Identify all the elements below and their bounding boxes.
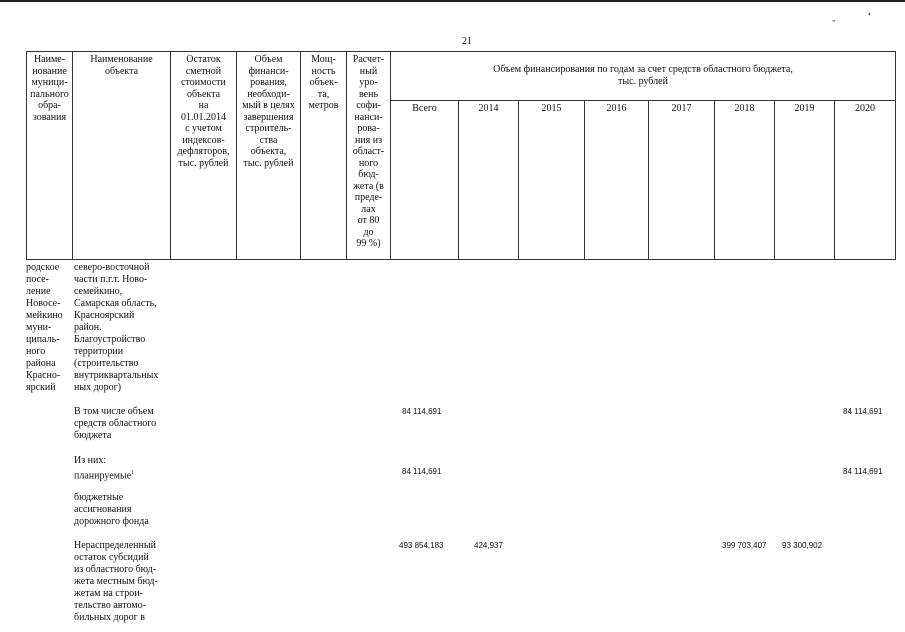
header-year-2015: 2015: [518, 101, 584, 260]
header-year-2018: 2018: [714, 101, 774, 260]
footnote-marker: 1: [131, 470, 135, 476]
municipality-name: родское посе- ление Новосе- мейкино муни- ципаль- ного района Красно- ярский: [26, 262, 63, 393]
top-border: [0, 0, 905, 2]
header-estimate-balance: Остаток сметной стоимости объекта на 01.01.2014 с учетом индексов- дефляторов, тыс. рублей: [170, 52, 236, 260]
header-object-name: Наименование объекта: [72, 52, 170, 260]
scan-mark: •: [868, 10, 871, 19]
header-year-2017: 2017: [648, 101, 714, 260]
row-planned-label: [74, 455, 184, 482]
header-municipality: Наиме- нование муници- пального обра- зования: [26, 52, 72, 260]
header-year-2014: 2014: [458, 101, 518, 260]
row-regional-budget-2020: 84 114,691: [843, 407, 883, 416]
row-unallocated-2014: 424,937: [474, 541, 503, 550]
header-by-years-title: Объем финансирования по годам за счет средств областного бюджета, тыс. рублей: [390, 52, 896, 101]
scan-mark: „: [832, 14, 836, 23]
row-unallocated-label: Нераспределенный остаток субсидий из областного бюд- жета местным бюд- жетам на строи- тельство автомо- бильных дорог в: [74, 540, 158, 623]
row-planned-2020: 84 114,691: [843, 467, 883, 476]
header-cofinancing-level: Расчет- ный уро- вень софи- нанси- рова- ния из област- ного бюд- жета (в преде- лах от 80 до 99 %): [346, 52, 390, 260]
row-road-fund-label: бюджетные ассигнования дорожного фонда: [74, 492, 149, 527]
object-name: северо-восточной части п.г.т. Ново- семейкино, Самарская область, Красноярский район. Благоустройство территории (строительство внутриквартальных ных дорог): [74, 262, 159, 393]
header-financing-volume: Объем финанси- рования, необходи- мый в целях завершения строитель- ства объекта, тыс. рублей: [236, 52, 300, 260]
row-regional-budget-total: 84 114,691: [402, 407, 442, 416]
row-regional-budget-label: В том числе объем средств областного бюджета: [74, 406, 157, 441]
row-planned-text: Из них: планируемые: [74, 455, 132, 482]
row-planned-total: 84 114,691: [402, 467, 442, 476]
row-unallocated-total: 493 854,183: [399, 541, 444, 550]
header-year-2016: 2016: [584, 101, 648, 260]
row-unallocated-2019: 93 300,902: [782, 541, 823, 550]
header-capacity: Мощ- ность объек- та, метров: [300, 52, 346, 260]
header-year-total: Всего: [390, 101, 458, 260]
page-number: 21: [462, 36, 472, 47]
row-unallocated-2018: 399 703,407: [722, 541, 767, 550]
header-year-2020: 2020: [834, 101, 896, 260]
header-year-2019: 2019: [774, 101, 834, 260]
